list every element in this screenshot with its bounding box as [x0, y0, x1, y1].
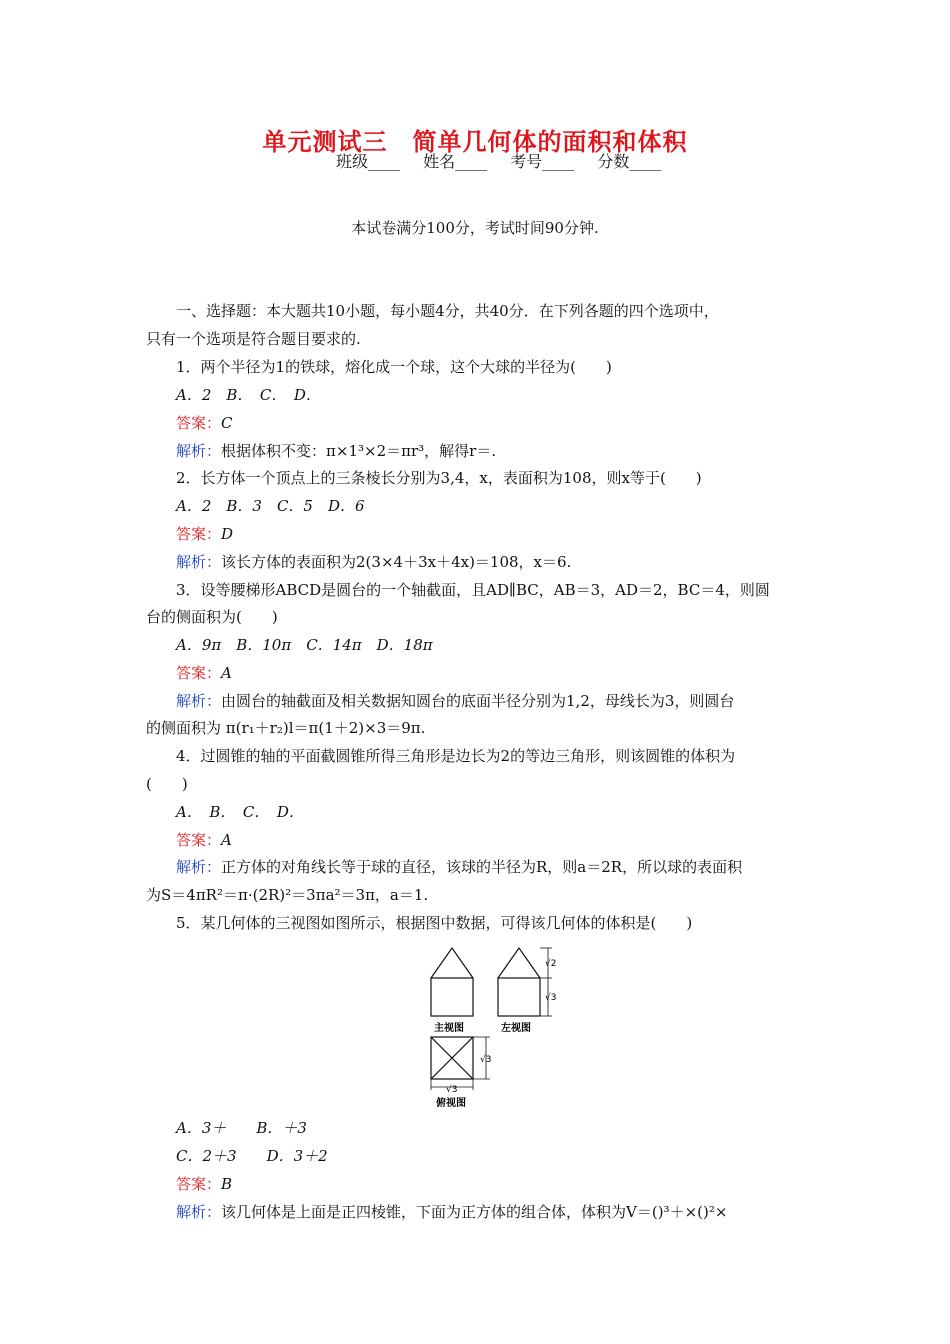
answer-label: 答案： — [176, 1175, 222, 1193]
question-3-solution-cont: 的侧面积为 π(r₁＋r₂)l＝π(1＋2)×3＝9π. — [146, 719, 426, 737]
question-4-solution-cont: 为S＝4πR²＝π·(2R)²＝3πa²＝3π，a＝1. — [146, 886, 429, 904]
answer-label: 答案： — [176, 414, 222, 432]
question-1-options: A．2 B． C． D． — [176, 386, 321, 404]
question-2-answer — [176, 523, 233, 544]
solution-text: 该长方体的表面积为2(3×4＋3x＋4x)＝108，x＝6. — [221, 553, 572, 571]
class-field: 班级____ — [336, 152, 401, 171]
answer-label: 答案： — [176, 664, 222, 682]
side-view — [498, 948, 540, 1016]
question-2-solution — [176, 551, 571, 572]
section-heading-cont: 只有一个选项是符合题目要求的. — [146, 330, 361, 348]
question-4-options: A． B． C． D． — [176, 803, 304, 821]
question-2-options: A．2 B．3 C．5 D．6 — [176, 497, 365, 515]
top-view — [431, 1037, 473, 1079]
question-3-cont: 台的侧面积为( ) — [146, 608, 278, 626]
solution-text: 正方体的对角线长等于球的直径，该球的半径为R，则a＝2R，所以球的表面积 — [221, 858, 743, 876]
answer-value: D — [221, 525, 234, 543]
section-heading: 一、选择题：本大题共10小题，每小题4分，共40分．在下列各题的四个选项中， — [176, 302, 719, 320]
question-5-solution — [176, 1201, 727, 1222]
page-title: 单元测试三 简单几何体的面积和体积 — [262, 127, 688, 156]
student-info-line — [336, 149, 679, 172]
question-3-answer — [176, 662, 232, 683]
solution-label: 解析： — [176, 692, 222, 710]
exam-intro: 本试卷满分100分，考试时间90分钟. — [351, 219, 599, 237]
side-view-label: 左视图 — [501, 1023, 531, 1034]
question-1-answer — [176, 412, 233, 433]
dim-plan-bottom-label: √3 — [446, 1085, 458, 1095]
question-4-solution — [176, 856, 742, 877]
front-view — [431, 948, 473, 1016]
question-1-solution — [176, 440, 496, 461]
solution-label: 解析： — [176, 858, 222, 876]
solution-label: 解析： — [176, 1203, 222, 1221]
question-1: 1．两个半径为1的铁球，熔化成一个球，这个大球的半径为( ) — [176, 358, 612, 376]
solution-text: 该几何体是上面是正四棱锥，下面为正方体的组合体，体积为V＝()³＋×()²× — [221, 1203, 728, 1221]
front-view-label: 主视图 — [434, 1023, 464, 1034]
question-5-answer — [176, 1173, 232, 1194]
solution-label: 解析： — [176, 553, 222, 571]
score-field: 分数____ — [597, 152, 662, 171]
answer-value: A — [221, 664, 232, 682]
answer-value: A — [221, 831, 232, 849]
answer-label: 答案： — [176, 831, 222, 849]
answer-value: B — [221, 1175, 233, 1193]
exam-number-field: 考号____ — [510, 152, 575, 171]
question-3-solution — [176, 690, 734, 711]
question-4: 4．过圆锥的轴的平面截圆锥所得三角形是边长为2的等边三角形，则该圆锥的体积为 — [176, 747, 736, 765]
answer-value: C — [221, 414, 233, 432]
dim-plan-side-label: √3 — [480, 1055, 492, 1065]
name-field: 姓名____ — [423, 152, 488, 171]
three-view-figure — [420, 940, 560, 1112]
question-5: 5．某几何体的三视图如图所示，根据图中数据，可得该几何体的体积是( ) — [176, 914, 693, 932]
answer-label: 答案： — [176, 525, 222, 543]
question-4-cont: ( ) — [146, 775, 188, 793]
dim-top-label: √2 — [545, 959, 557, 969]
question-5-options-1: A．3＋ B．＋3 — [176, 1119, 307, 1137]
question-3-options: A．9π B．10π C．14π D．18π — [176, 636, 433, 654]
solution-text: 根据体积不变：π×1³×2＝πr³，解得r＝. — [221, 442, 497, 460]
question-5-options-2: C．2＋3 D．3＋2 — [176, 1147, 328, 1165]
solution-label: 解析： — [176, 442, 222, 460]
solution-text: 由圆台的轴截面及相关数据知圆台的底面半径分别为1,2，母线长为3，则圆台 — [221, 692, 735, 710]
question-3: 3．设等腰梯形ABCD是圆台的一个轴截面，且AD∥BC，AB＝3，AD＝2，BC＝4，则圆 — [176, 581, 770, 599]
top-view-label: 俯视图 — [436, 1098, 466, 1109]
dim-side-label: √3 — [545, 993, 557, 1003]
question-2: 2．长方体一个顶点上的三条棱长分别为3,4，x，表面积为108，则x等于( ) — [176, 469, 702, 487]
question-4-answer — [176, 829, 232, 850]
